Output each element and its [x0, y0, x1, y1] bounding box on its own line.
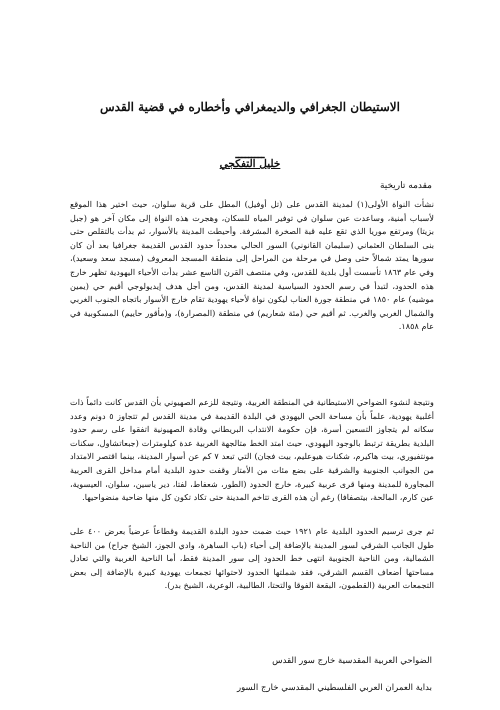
paragraph-2: ونتيجة لنشوء الضواحي الاستيطانية في المنطقة الغربية، ونتيجة للزعم الصهيوني بأن القدس كانت دائماً ذات أغلبية يهودية، علماً بأن مساحة الحي اليهودي في البلدة القديمة في مدينة القدس لم تتجاوز ٥ دونم وعدد سكانه لم يتجاوز التسعين أسرة، فإن حكومة الانتداب البريطاني وقادة الصهيونية اتفقوا على رسم حدود البلدية بطريقة ترتبط بالوجود اليهودي، حيث امتد الخط متالجهة الغربية عدة كيلومترات (جبعاتشاول، سكنات مونتفيوري، بيت هاكيرم، شكنات هيوعليم، بيت فجان) التي تبعد ٧ كم عن أسوار المدينة، بينما اقتصر الامتداد من الجوانب الجنوبية والشرقية على بضع مئات من الأمتار وقفت حدود البلدية أمام مداخل القرى العربية المجاورة للمدينة ومنها قرى عربية كبيرة، خارج الحدود (الطور، شعفاط، لفتا، دير ياسين، سلوان، العيسوية، عين كارم، المالحة، بيتصفافا) رغم أن هذه القرى تتاخم المدينة حتى تكاد تكون كل منها ضاحية منضواحيها.	[70, 397, 434, 503]
footer-heading-2: بداية العمران العربي الفلسطيني المقدسي خارج السور	[236, 683, 432, 693]
section-heading: مقدمه تاريخية	[379, 181, 432, 191]
document-title: الاستيطان الجغرافي والديمغرافي وأخطاره في قضية القدس	[100, 100, 400, 114]
paragraph-1: نشأت النواة الأولى(١) لمدينة القدس على (تل أوفيل) المطل على قرية سلوان، حيث اختير هذا الموقع لأسباب أمنية، وساعدت عين سلوان في توفير المياه للسكان، وهجرت هذه النواة إلى مكان آخر هو (جبل بزيتا) ومرتفع موريا الذي تقع عليه قبة الصخرة المشرفة. وأحيطت المدينة بالأسوار، ثم بدأت بالتقلص حتى بنى السلطان العثماني (سليمان القانوني) السور الحالي محدداً حدود القدس القديمة جغرافيا بعد أن كان سورها يمتد شمالاً حتى وصل في مرحلة من المراحل إلى منطقة المسجد المعروف (مسجد سعد وسعيد)، وفي عام ١٨٦٣ تأسست أول بلدية للقدس، وفي منتصف القرن التاسع عشر بدأت الأحياء اليهودية تظهر خارج هذه الحدود، لتبدأ في رسم الحدود السياسية لمدينة القدس، ومن أجل هدف إيديولوجي أقيم حي (يمين موشيه) عام ١٨٥٠ في منطقة جورة العناب ليكون نواة لأحياء يهودية تقام خارج الأسوار باتجاه الجنوب الغربي والشمال الغربي والغرب. ثم أقيم حي (مئة شعاريم) في منطقة (المصرارة)، و(مأقور حاييم) المسكوبية في عام ١٨٥٨.	[70, 199, 434, 332]
footer-heading-1: الضواحي العربية المقدسية خارج سور القدس	[272, 656, 432, 666]
author-name: خليل التفكجي	[219, 158, 281, 170]
paragraph-3: ثم جرى ترسيم الحدود البلدية عام ١٩٢١ حيث ضمت حدود البلدة القديمة وقطاعاً عرضياً بعرض ٤٠٠ على طول الجانب الشرقي لسور المدينة بالإضافة إلى أحياء (باب الساهرة، وادي الجوز، الشيخ جراح) من الناحية الشمالية، ومن الناحية الجنوبية انتهى خط الحدود إلى سور المدينة فقط، أما الناحية الغربية والتي تعادل مساحتها أضعاف القسم الشرقي، فقد شملتها الحدود لاحتوائها تجمعات يهودية كبيرة بالإضافة إلى بعض التجمعات العربية (القطمون، البقعة الفوقا والتحتا، الطالبية، الوعرية، الشيخ بدر).	[70, 526, 434, 591]
title-separator: ـــــــــ	[235, 148, 265, 161]
